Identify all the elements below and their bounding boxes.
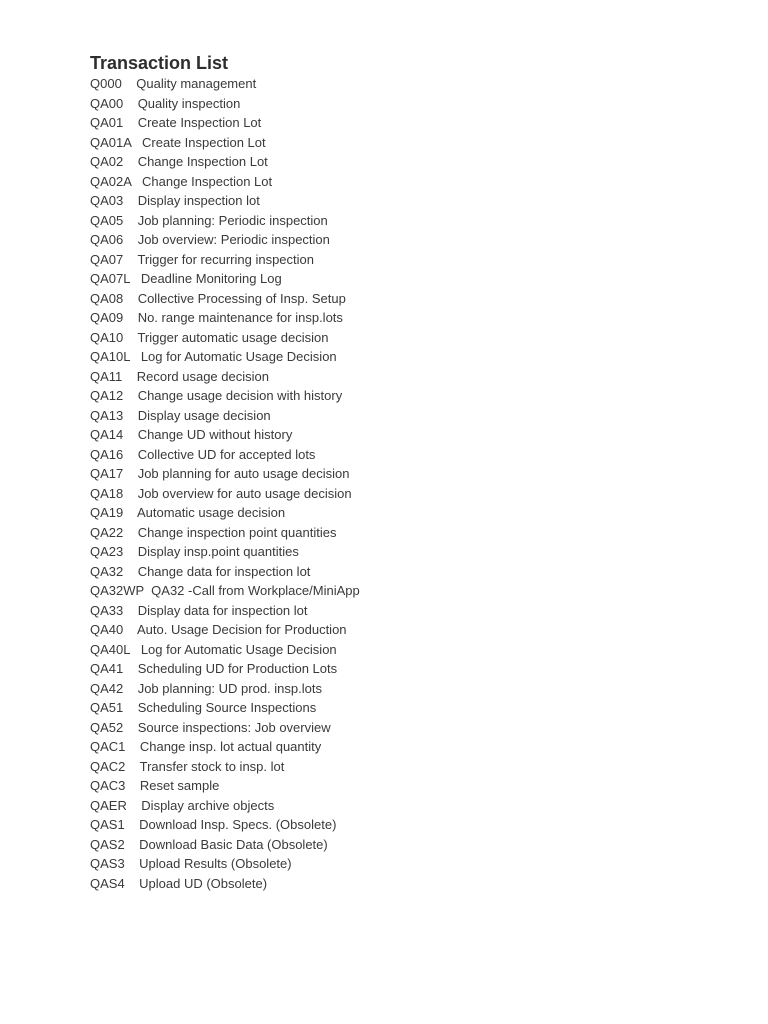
transaction-row: QA40 Auto. Usage Decision for Production <box>90 622 347 637</box>
page-title: Transaction List <box>90 53 229 73</box>
document-page <box>90 52 730 893</box>
transaction-row: QA01 Create Inspection Lot <box>90 115 262 130</box>
transaction-row: QA02A Change Inspection Lot <box>90 173 273 189</box>
transaction-row: QAS3 Upload Results (Obsolete) <box>90 856 292 871</box>
transaction-row: QAS2 Download Basic Data (Obsolete) <box>90 836 328 852</box>
transaction-row: QA17 Job planning for auto usage decision <box>90 466 350 481</box>
transaction-row: QA08 Collective Processing of Insp. Setup <box>90 290 346 306</box>
transaction-row: QA13 Display usage decision <box>90 407 271 423</box>
transaction-row: QA01A Create Inspection Lot <box>90 134 266 150</box>
transaction-row: QA11 Record usage decision <box>90 368 269 384</box>
transaction-row: QA32 Change data for inspection lot <box>90 563 311 579</box>
transaction-row: QA06 Job overview: Periodic inspection <box>90 232 330 247</box>
transaction-row: QA05 Job planning: Periodic inspection <box>90 212 328 228</box>
transaction-row: QAER Display archive objects <box>90 797 275 813</box>
transaction-row: QA42 Job planning: UD prod. insp.lots <box>90 680 322 696</box>
transaction-row: QA32WP QA32 -Call from Workplace/MiniApp <box>90 583 360 598</box>
transaction-row: QA22 Change inspection point quantities <box>90 524 337 540</box>
transaction-row: QA51 Scheduling Source Inspections <box>90 700 317 715</box>
transaction-row: QAS1 Download Insp. Specs. (Obsolete) <box>90 817 337 832</box>
transaction-row: QA10 Trigger automatic usage decision <box>90 329 329 345</box>
transaction-row: QA00 Quality inspection <box>90 95 241 111</box>
transaction-row: QA23 Display insp.point quantities <box>90 544 299 559</box>
transaction-row: QA41 Scheduling UD for Production Lots <box>90 661 338 676</box>
transaction-row: QA33 Display data for inspection lot <box>90 602 308 618</box>
transaction-row: QA09 No. range maintenance for insp.lots <box>90 310 343 325</box>
transaction-row: QA07L Deadline Monitoring Log <box>90 271 282 286</box>
transaction-list <box>90 74 730 893</box>
transaction-row: QA52 Source inspections: Job overview <box>90 719 331 735</box>
transaction-row: QA10L Log for Automatic Usage Decision <box>90 349 337 364</box>
transaction-row: QA07 Trigger for recurring inspection <box>90 251 314 267</box>
transaction-row: QA03 Display inspection lot <box>90 193 260 208</box>
transaction-row: QA18 Job overview for auto usage decision <box>90 485 352 501</box>
transaction-row: QAC2 Transfer stock to insp. lot <box>90 758 285 774</box>
transaction-row: QA12 Change usage decision with history <box>90 388 343 403</box>
transaction-row: QA19 Automatic usage decision <box>90 505 286 520</box>
transaction-row: QA16 Collective UD for accepted lots <box>90 446 316 462</box>
transaction-row: QAC1 Change insp. lot actual quantity <box>90 739 322 754</box>
transaction-row: QA14 Change UD without history <box>90 427 293 442</box>
transaction-row: QAC3 Reset sample <box>90 778 220 793</box>
transaction-row: Q000 Quality management <box>90 76 257 91</box>
transaction-row: QA02 Change Inspection Lot <box>90 154 268 169</box>
transaction-row: QA40L Log for Automatic Usage Decision <box>90 641 337 657</box>
transaction-row: QAS4 Upload UD (Obsolete) <box>90 875 268 891</box>
